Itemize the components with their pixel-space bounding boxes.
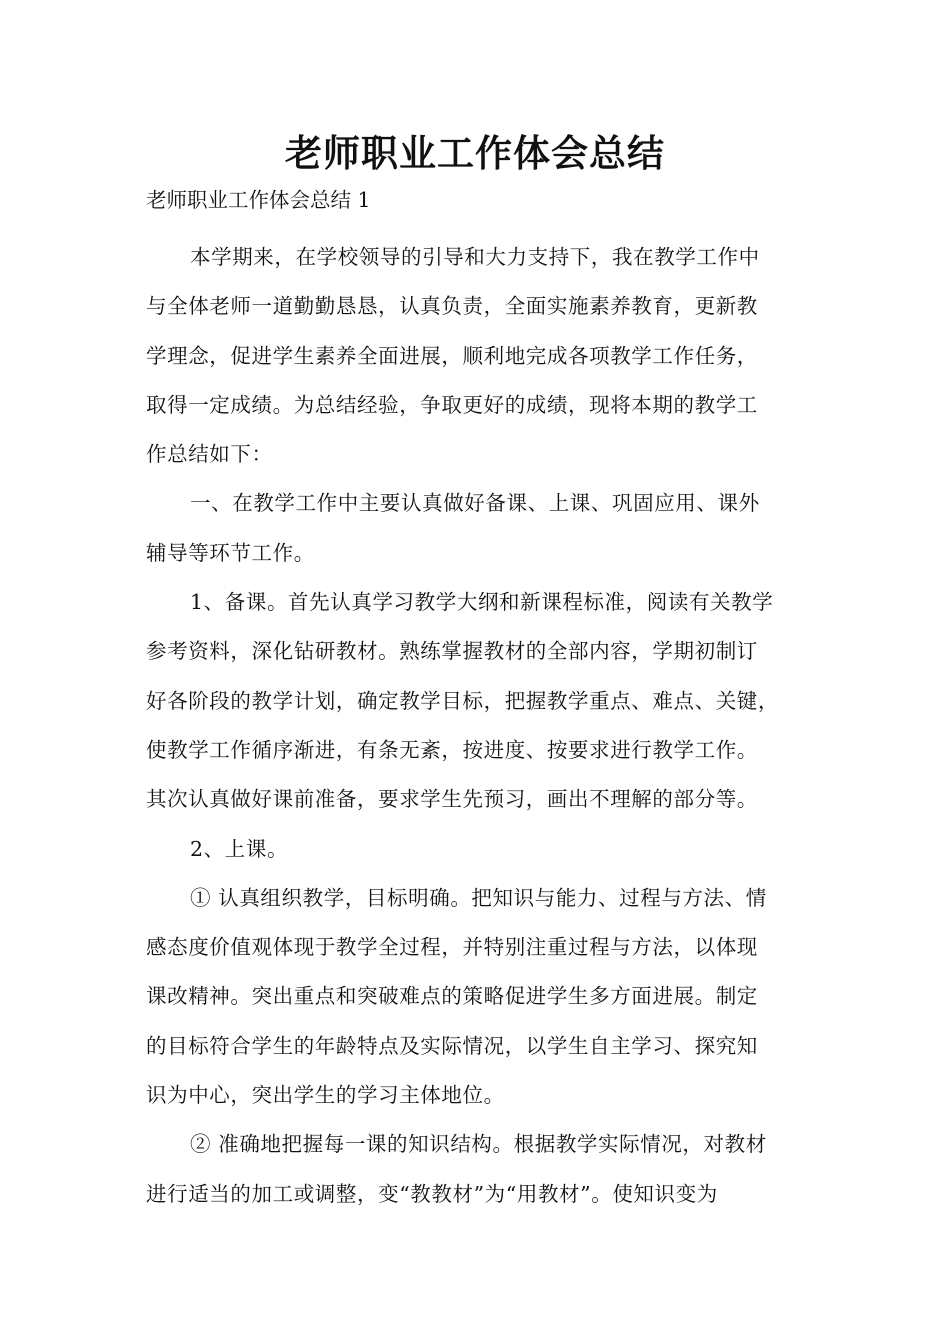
text-line: 2、上课。	[190, 836, 289, 861]
text-line: 参考资料，深化钻研教材。熟练掌握教材的全部内容，学期初制订	[146, 639, 758, 664]
text-line: 使教学工作循序渐进，有条无紊，按进度、按要求进行教学工作。	[146, 737, 758, 762]
text-line: 识为中心，突出学生的学习主体地位。	[146, 1083, 505, 1108]
text-line: 一、在教学工作中主要认真做好备课、上课、巩固应用、课外	[190, 491, 760, 516]
text-line: 取得一定成绩。为总结经验，争取更好的成绩，现将本期的教学工	[146, 392, 758, 417]
text-line: 与全体老师一道勤勤恳恳，认真负责，全面实施素养教育，更新教	[146, 294, 758, 319]
document-subtitle: 老师职业工作体会总结 1	[146, 188, 371, 212]
text-line: 感态度价值观体现于教学全过程，并特别注重过程与方法，以体现	[146, 935, 758, 960]
text-line: ① 认真组织教学，目标明确。把知识与能力、过程与方法、情	[190, 885, 767, 910]
text-line: 作总结如下：	[146, 442, 273, 467]
document-title: 老师职业工作体会总结	[285, 131, 665, 175]
text-line: 本学期来，在学校领导的引导和大力支持下，我在教学工作中	[190, 245, 760, 269]
text-line: 1、备课。首先认真学习教学大纲和新课程标准，阅读有关教学	[190, 590, 774, 615]
text-line: 课改精神。突出重点和突破难点的策略促进学生多方面进展。制定	[146, 984, 758, 1009]
text-line: 的目标符合学生的年龄特点及实际情况，以学生自主学习、探究知	[146, 1033, 758, 1058]
text-line: 学理念，促进学生素养全面进展，顺利地完成各项教学工作任务，	[146, 343, 758, 368]
document-body	[146, 233, 826, 1219]
text-line: 辅导等环节工作。	[146, 540, 315, 565]
text-line: 进行适当的加工或调整，变“教教材”为“用教材”。使知识变为	[146, 1181, 718, 1206]
text-line: 好各阶段的教学计划，确定教学目标，把握教学重点、难点、关键，	[146, 688, 779, 713]
text-line: ② 准确地把握每一课的知识结构。根据教学实际情况，对教材	[190, 1132, 767, 1157]
text-line: 其次认真做好课前准备，要求学生先预习，画出不理解的部分等。	[146, 787, 758, 812]
